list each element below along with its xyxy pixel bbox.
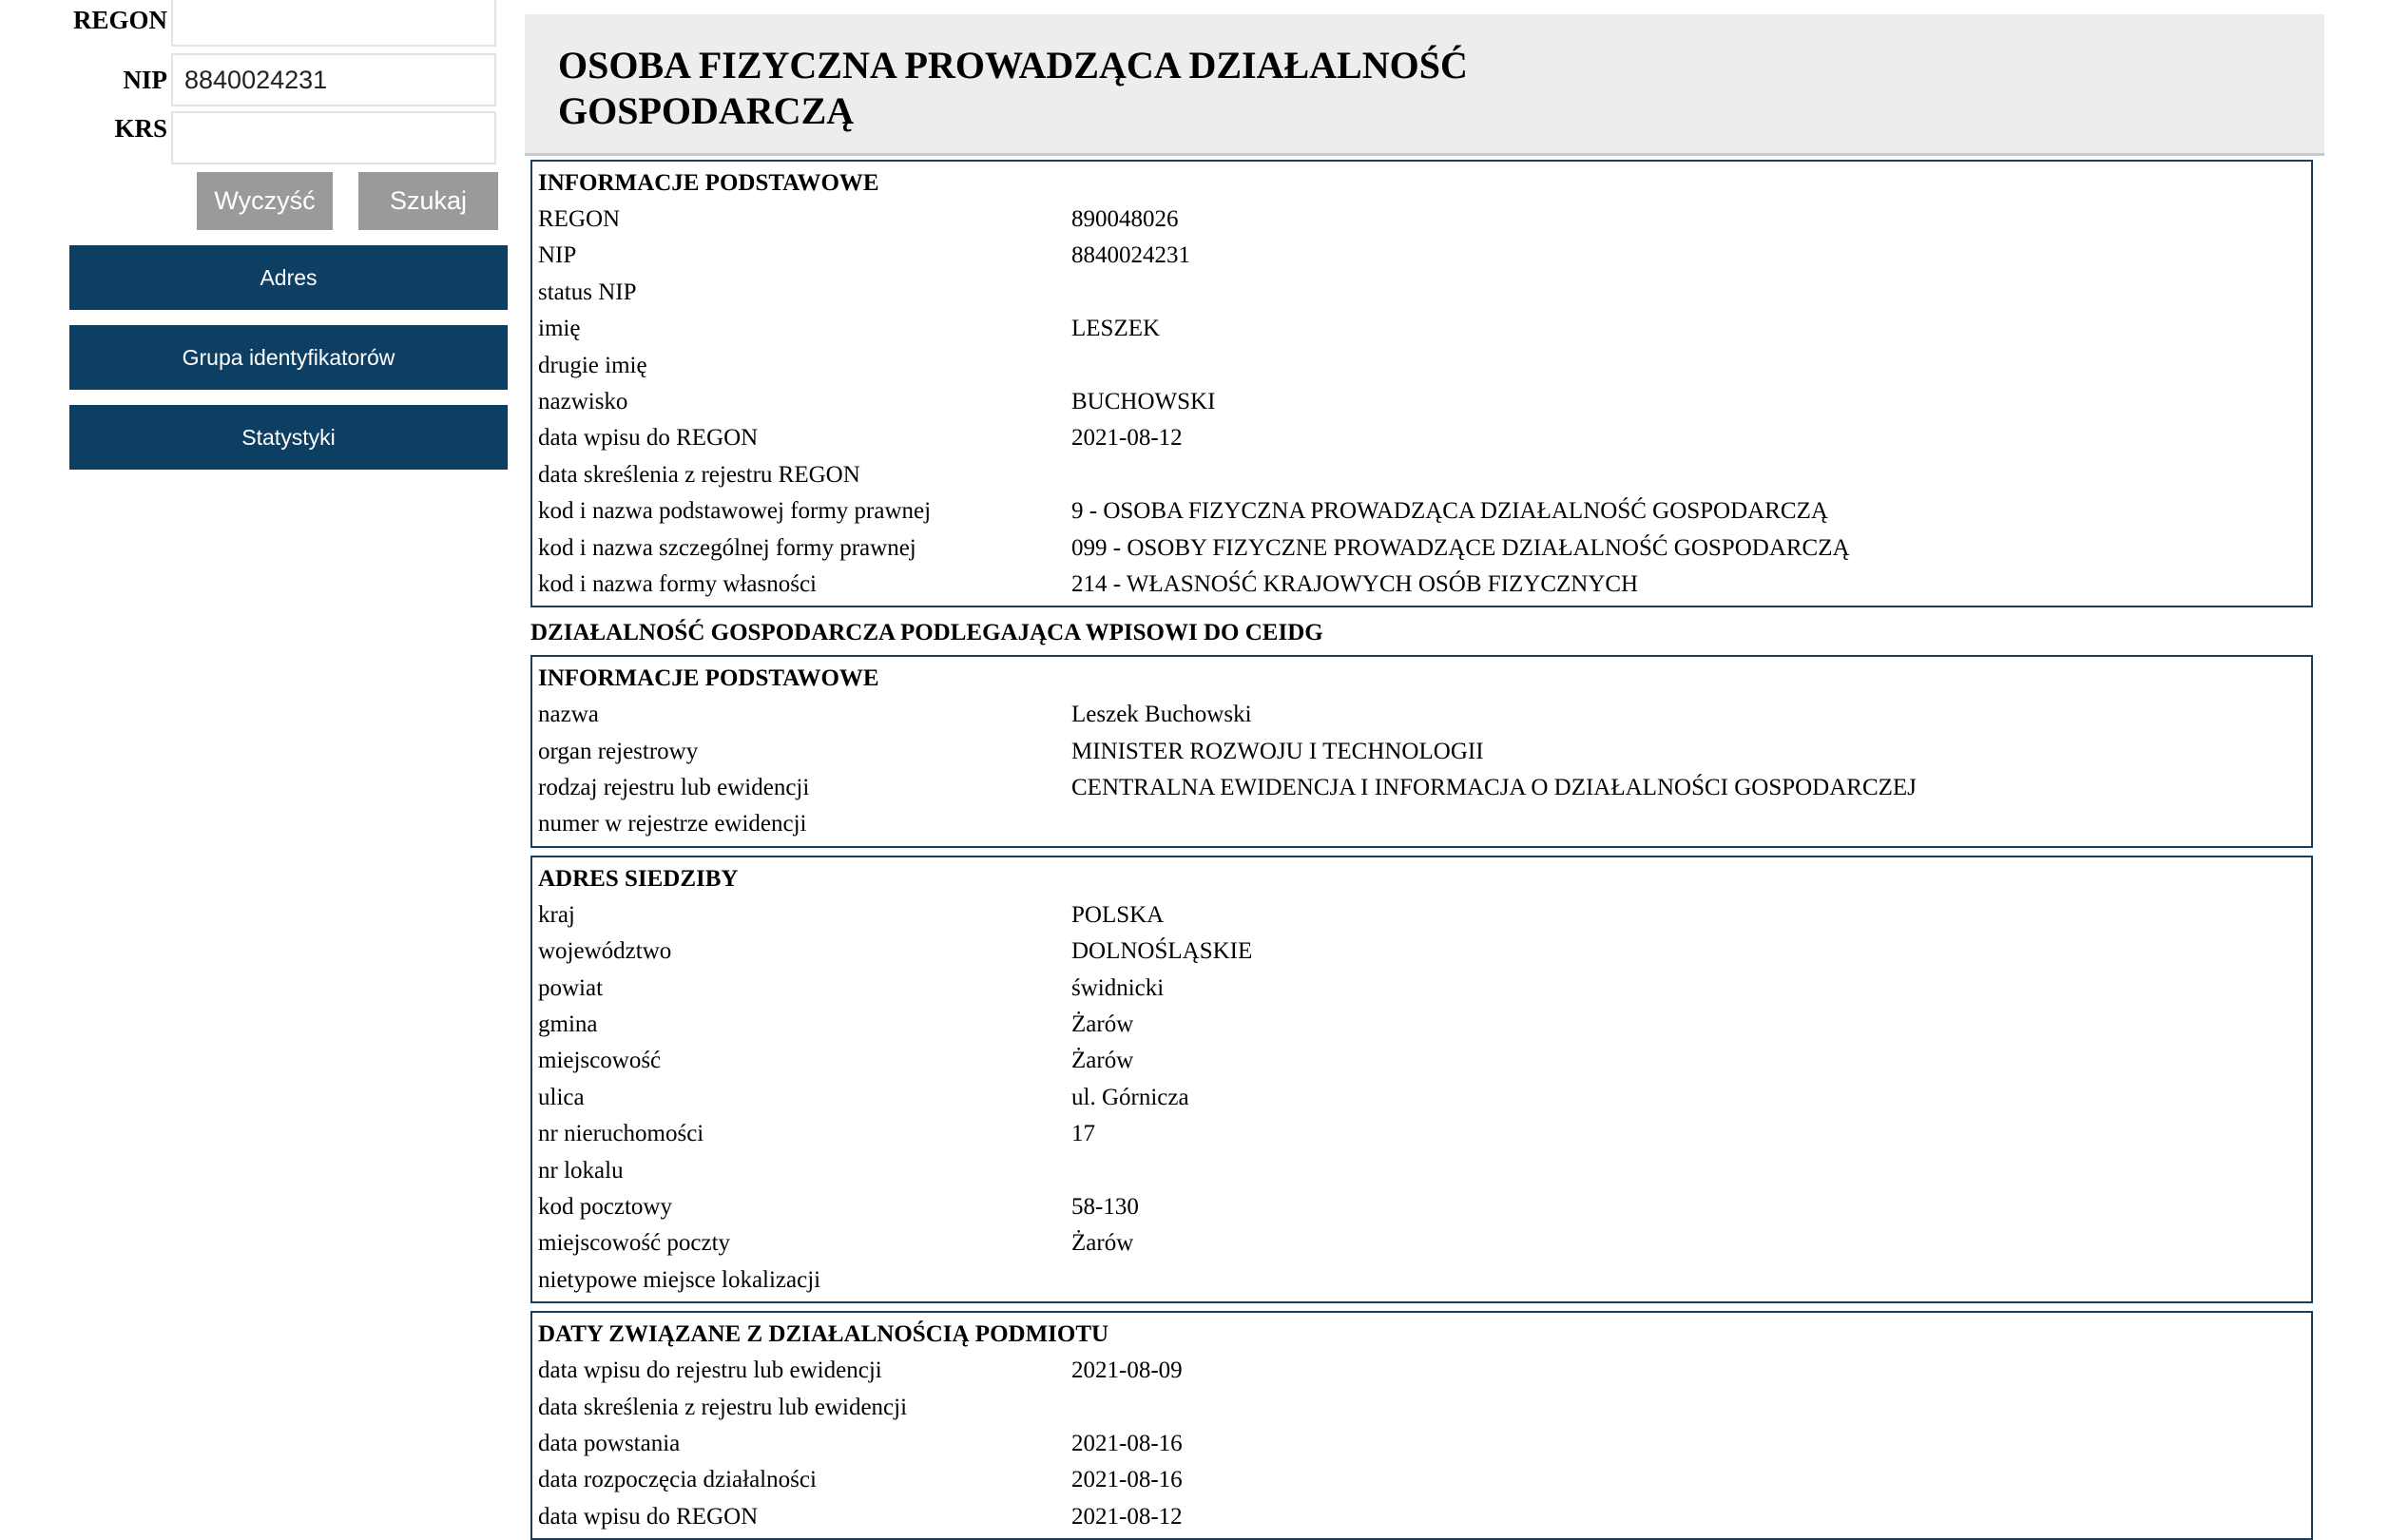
data-row — [538, 1499, 2305, 1535]
row-value — [1071, 1390, 2305, 1426]
row-value: MINISTER ROZWOJU I TECHNOLOGII — [1071, 738, 1484, 764]
row-value: LESZEK — [1071, 316, 1161, 342]
page-title-line2: GOSPODARCZĄ — [558, 89, 855, 132]
data-row — [538, 770, 2305, 806]
row-value: 2021-08-12 — [1071, 425, 1183, 452]
regon-field-row — [0, 0, 513, 47]
row-label: nr nieruchomości — [538, 1121, 704, 1147]
row-label: organ rejestrowy — [538, 738, 699, 764]
row-value: BUCHOWSKI — [1071, 388, 1216, 414]
data-row — [538, 275, 2305, 311]
data-row — [538, 493, 2305, 529]
entity-details — [525, 14, 2324, 1540]
data-row — [538, 734, 2305, 770]
row-label: kod i nazwa szczególnej formy prawnej — [538, 534, 916, 561]
row-value: DOLNOŚLĄSKIE — [1071, 938, 1253, 965]
row-value: CENTRALNA EWIDENCJA I INFORMACJA O DZIAŁALNOŚCI GOSPODARCZEJ — [1071, 775, 1917, 801]
row-value: świdnicki — [1071, 974, 1165, 1001]
row-label: miejscowość poczty — [538, 1230, 731, 1257]
row-label: kod i nazwa podstawowej formy prawnej — [538, 498, 932, 525]
row-value: Leszek Buchowski — [1071, 702, 1252, 728]
row-label: data skreślenia z rejestru REGON — [538, 461, 860, 488]
row-label: data wpisu do rejestru lub ewidencji — [538, 1357, 882, 1384]
row-label: nietypowe miejsce lokalizacji — [538, 1266, 821, 1293]
data-row — [538, 806, 2305, 842]
data-row — [538, 420, 2305, 456]
row-value: POLSKA — [1071, 901, 1165, 928]
row-label: data wpisu do REGON — [538, 1503, 759, 1530]
data-row — [538, 1043, 2305, 1079]
row-label: data rozpoczęcia działalności — [538, 1467, 817, 1493]
row-value: 2021-08-09 — [1071, 1357, 1183, 1384]
krs-input[interactable] — [171, 111, 496, 164]
row-value: 58-130 — [1071, 1193, 1139, 1220]
nav-address-button[interactable]: Adres — [69, 245, 508, 310]
data-row — [538, 311, 2305, 347]
clear-button[interactable]: Wyczyść — [197, 172, 333, 230]
krs-label: KRS — [114, 114, 167, 143]
row-value — [1071, 1153, 2305, 1189]
data-row — [538, 1390, 2305, 1426]
data-row — [538, 1225, 2305, 1261]
row-label: data powstania — [538, 1430, 681, 1456]
krs-field-row — [0, 111, 513, 164]
regon-input[interactable] — [171, 0, 496, 47]
section-title: ADRES SIEDZIBY — [538, 865, 739, 892]
address-section — [530, 856, 2313, 1303]
row-value: 2021-08-16 — [1071, 1430, 1183, 1456]
section-title: INFORMACJE PODSTAWOWE — [538, 665, 879, 692]
row-value: 17 — [1071, 1121, 1095, 1147]
data-row — [538, 1353, 2305, 1389]
data-row — [538, 1262, 2305, 1299]
row-label: kraj — [538, 901, 575, 928]
page-title — [558, 43, 1699, 134]
page-header — [525, 14, 2324, 156]
row-label: nr lokalu — [538, 1157, 624, 1184]
search-button[interactable]: Szukaj — [358, 172, 498, 230]
row-label: nazwisko — [538, 388, 628, 414]
ceidg-info-section — [530, 655, 2313, 848]
data-row — [538, 530, 2305, 567]
data-row — [538, 971, 2305, 1007]
data-row — [538, 1153, 2305, 1189]
data-row — [538, 384, 2305, 420]
section-title: INFORMACJE PODSTAWOWE — [538, 170, 879, 196]
row-value: 214 - WŁASNOŚĆ KRAJOWYCH OSÓB FIZYCZNYCH — [1071, 570, 1639, 597]
data-row — [538, 567, 2305, 603]
row-value: Żarów — [1071, 1011, 1134, 1038]
nav-identifier-group-button[interactable]: Grupa identyfikatorów — [69, 325, 508, 390]
data-row — [538, 1426, 2305, 1462]
ceidg-group-title: DZIAŁALNOŚĆ GOSPODARCZA PODLEGAJĄCA WPISOWI DO CEIDG — [530, 620, 1323, 646]
basic-info-section — [530, 160, 2313, 607]
data-row — [538, 934, 2305, 970]
data-row — [538, 697, 2305, 733]
row-label: miejscowość — [538, 1048, 662, 1074]
data-row — [538, 348, 2305, 384]
row-value: 9 - OSOBA FIZYCZNA PROWADZĄCA DZIAŁALNOŚĆ GOSPODARCZĄ — [1071, 498, 1828, 525]
row-label: powiat — [538, 974, 604, 1001]
row-value: 2021-08-16 — [1071, 1467, 1183, 1493]
section-title: DATY ZWIĄZANE Z DZIAŁALNOŚCIĄ PODMIOTU — [538, 1321, 1109, 1348]
row-label: data wpisu do REGON — [538, 425, 759, 452]
nip-label: NIP — [123, 66, 167, 94]
data-row — [538, 1116, 2305, 1152]
row-value: 2021-08-12 — [1071, 1503, 1183, 1530]
row-label: imię — [538, 316, 581, 342]
row-label: status NIP — [538, 279, 637, 305]
data-row — [538, 1189, 2305, 1225]
row-label: nazwa — [538, 702, 599, 728]
row-label: numer w rejestrze ewidencji — [538, 811, 807, 837]
row-value: Żarów — [1071, 1048, 1134, 1074]
row-value: 8840024231 — [1071, 242, 1190, 269]
row-label: gmina — [538, 1011, 598, 1038]
data-row — [538, 1007, 2305, 1043]
data-row — [538, 202, 2305, 238]
row-value: 890048026 — [1071, 206, 1179, 232]
row-label: rodzaj rejestru lub ewidencji — [538, 775, 810, 801]
row-label: kod pocztowy — [538, 1193, 672, 1220]
data-row — [538, 1080, 2305, 1116]
row-label: ulica — [538, 1084, 585, 1110]
row-value: ul. Górnicza — [1071, 1084, 1189, 1110]
row-value: Żarów — [1071, 1230, 1134, 1257]
row-label: NIP — [538, 242, 577, 269]
row-value — [1071, 348, 2305, 384]
row-value — [1071, 275, 2305, 311]
row-label: kod i nazwa formy własności — [538, 570, 817, 597]
page-title-line1: OSOBA FIZYCZNA PROWADZĄCA DZIAŁALNOŚĆ — [558, 44, 1468, 87]
dates-section — [530, 1311, 2313, 1540]
nip-field-row — [0, 53, 513, 106]
data-row — [538, 897, 2305, 934]
row-label: data skreślenia z rejestru lub ewidencji — [538, 1394, 908, 1420]
data-row — [538, 238, 2305, 274]
regon-label: REGON — [72, 6, 167, 34]
row-label: REGON — [538, 206, 621, 232]
nav-statistics-button[interactable]: Statystyki — [69, 405, 508, 470]
row-label: drugie imię — [538, 352, 647, 378]
data-row — [538, 1462, 2305, 1498]
data-row — [538, 457, 2305, 493]
row-value — [1071, 457, 2305, 493]
row-value: 099 - OSOBY FIZYCZNE PROWADZĄCE DZIAŁALNOŚĆ GOSPODARCZĄ — [1071, 534, 1850, 561]
nip-input[interactable] — [171, 53, 496, 106]
row-value — [1071, 806, 2305, 842]
row-value — [1071, 1262, 2305, 1299]
row-label: województwo — [538, 938, 672, 965]
